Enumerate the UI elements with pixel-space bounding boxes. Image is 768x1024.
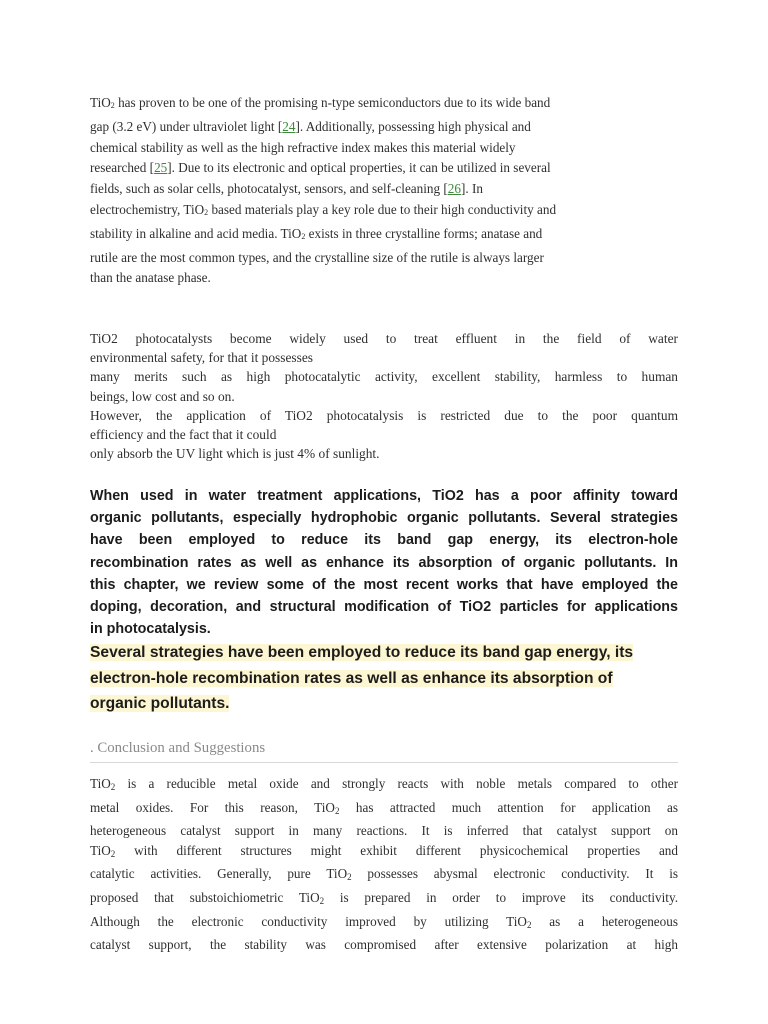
paragraph-conclusion xyxy=(90,774,678,955)
text: ]. Additionally, possessing high physical and xyxy=(295,118,531,134)
text: is prepared in order to improve its conductivity. xyxy=(324,889,678,905)
subscript: 2 xyxy=(347,872,352,883)
text-line: However, the application of TiO2 photocatalysis is restricted due to the poor quantum xyxy=(90,407,678,423)
subscript: 2 xyxy=(334,805,340,816)
paragraph-tio2-intro xyxy=(90,93,678,289)
paragraph-photocatalysts xyxy=(90,329,678,463)
text-line: doping, decoration, and structural modification of TiO2 particles for applications xyxy=(90,599,678,616)
text-line: beings, low cost and so on. xyxy=(90,388,235,404)
text-line xyxy=(90,93,678,117)
text: proposed that substoichiometric TiO xyxy=(90,889,320,905)
text: fields, such as solar cells, photocatalyst, sensors, and self-cleaning [ xyxy=(90,181,448,197)
text-line xyxy=(90,691,678,717)
highlighted-passage xyxy=(90,640,678,717)
subscript: 2 xyxy=(204,207,209,217)
text-line: heterogeneous catalyst support in many reactions. It is inferred that catalyst support on xyxy=(90,823,678,839)
subscript: 2 xyxy=(110,782,116,792)
text: ]. In xyxy=(460,181,483,197)
text-line xyxy=(90,841,678,865)
text-line: environmental safety, for that it possesses xyxy=(90,350,313,366)
text-line xyxy=(90,179,678,200)
text: stability in alkaline and acid media. TiO xyxy=(90,225,302,241)
text: with different structures might exhibit different physicochemical properties and xyxy=(115,842,678,858)
text-line: recombination rates as well as enhance its absorption of organic pollutants. In xyxy=(90,554,678,571)
text-line: this chapter, we review some of the most recent works that have employed the xyxy=(90,576,678,593)
subscript: 2 xyxy=(319,895,325,906)
text: ]. Due to its electronic and optical properties, it can be utilized in several xyxy=(167,160,551,176)
text-line: organic pollutants, especially hydrophobic organic pollutants. Several strategies xyxy=(90,510,678,527)
subscript: 2 xyxy=(110,101,115,110)
text: TiO xyxy=(90,842,111,858)
text-line: many merits such as high photocatalytic activity, excellent stability, harmless to human xyxy=(90,369,678,385)
subscript: 2 xyxy=(526,919,532,930)
subscript: 2 xyxy=(301,231,306,241)
text: possesses abysmal electronic conductivity. It is xyxy=(351,866,679,882)
text-line: have been employed to reduce its band gap energy, its electron-hole xyxy=(90,532,678,549)
text-line: only absorb the UV light which is just 4% of sunlight. xyxy=(90,446,380,462)
citation-link-24[interactable]: 24 xyxy=(282,118,296,134)
text: researched [ xyxy=(90,160,155,176)
text: based materials play a key role due to their high conductivity and xyxy=(208,201,557,217)
text: has attracted much attention for application as xyxy=(339,799,678,815)
text: TiO xyxy=(90,776,111,791)
highlight-text: organic pollutants. xyxy=(90,695,230,712)
text-line: in photocatalysis. xyxy=(90,621,211,638)
text-line xyxy=(90,912,678,936)
section-heading: . Conclusion and Suggestions xyxy=(90,740,266,756)
text-line xyxy=(90,117,678,138)
text: is a reducible metal oxide and strongly reacts with noble metals compared to other xyxy=(115,776,678,791)
text-line xyxy=(90,640,678,666)
text-line: than the anatase phase. xyxy=(90,270,211,286)
text: metal oxides. For this reason, TiO xyxy=(90,799,335,815)
text-line xyxy=(90,666,678,692)
text: electrochemistry, TiO xyxy=(90,201,205,217)
text: Although the electronic conductivity improved by utilizing TiO xyxy=(90,913,527,929)
subscript: 2 xyxy=(110,848,116,859)
heading-divider xyxy=(90,762,678,763)
highlight-text: electron-hole recombination rates as well as enhance its absorption of xyxy=(90,669,613,687)
text-line xyxy=(90,798,678,822)
text: has proven to be one of the promising n-type semiconductors due to its wide band xyxy=(114,95,551,110)
paragraph-water-treatment xyxy=(90,485,678,640)
citation-link-26[interactable]: 26 xyxy=(447,181,461,197)
text-line: efficiency and the fact that it could xyxy=(90,427,277,443)
text-line xyxy=(90,888,678,912)
text-line: TiO2 photocatalysts become widely used to treat effluent in the field of water xyxy=(90,331,678,346)
text: as a heterogeneous xyxy=(531,913,678,929)
text-line xyxy=(90,200,678,224)
highlight-text: Several strategies have been employed to reduce its band gap energy, its xyxy=(90,644,634,661)
text: TiO xyxy=(90,95,111,110)
text: catalytic activities. Generally, pure TiO xyxy=(90,866,348,882)
citation-link-25[interactable]: 25 xyxy=(154,160,168,176)
text-line xyxy=(90,224,678,248)
text-line: When used in water treatment applications, TiO2 has a poor affinity toward xyxy=(90,488,678,504)
text: exists in three crystalline forms; anatase and xyxy=(305,225,543,241)
text-line: chemical stability as well as the high refractive index makes this material widely xyxy=(90,139,516,155)
text-line xyxy=(90,864,678,888)
text: gap (3.2 eV) under ultraviolet light [ xyxy=(90,118,283,134)
text-line: catalyst support, the stability was compromised after extensive polarization at high xyxy=(90,937,678,953)
text-line xyxy=(90,158,678,179)
text-line: rutile are the most common types, and the crystalline size of the rutile is always larger xyxy=(90,249,544,265)
text-line xyxy=(90,774,678,798)
